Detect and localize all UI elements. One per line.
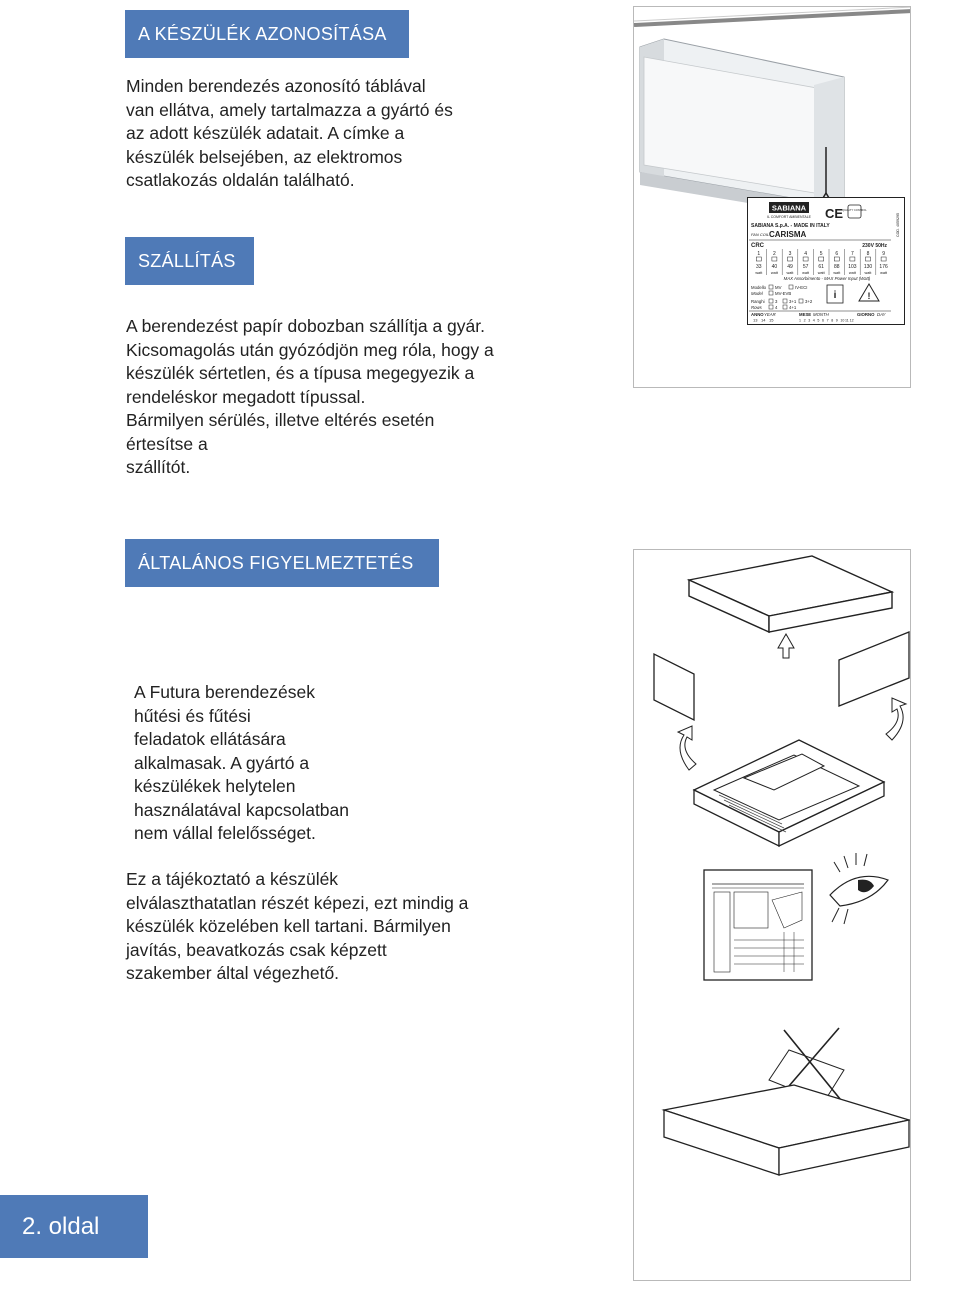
- text-line: Minden berendezés azonosító táblával: [126, 76, 426, 96]
- text-line: van ellátva, amely tartalmazza a gyártó és: [126, 99, 453, 120]
- text-line: rendeléskor megadott típussal.: [126, 386, 366, 407]
- power-value: 61: [818, 264, 824, 270]
- text-line: A Futura berendezések: [134, 682, 315, 702]
- text-line: készülék belsejében, az elektromos: [126, 146, 403, 167]
- manual-sheet: [704, 870, 812, 980]
- brand-tagline: IL COMFORT AMBIENTALE: [766, 215, 812, 219]
- month-value: 6: [822, 318, 824, 323]
- text-line: készülék közelében kell tartani. Bármilyen: [126, 916, 451, 936]
- text-line: szakember által végezhető.: [126, 963, 340, 983]
- manual-notice-text: [126, 868, 526, 986]
- row-option: 4: [775, 305, 778, 310]
- month-value: 11: [845, 318, 849, 323]
- brand-name: SABIANA: [771, 203, 807, 213]
- side-code: COD. 4059295: [896, 213, 900, 237]
- speed-label: 2: [773, 251, 776, 257]
- text-line: elválaszthatatlan részét képezi, ezt mindig a: [126, 892, 469, 913]
- text-line: készülékek helytelen: [134, 776, 296, 796]
- model-option: IV-ECI: [795, 285, 808, 290]
- text-line: Ez a tájékoztató a készülék: [126, 869, 339, 889]
- ce-mark: CE: [825, 206, 844, 221]
- power-unit: watt: [755, 271, 763, 275]
- text-line: Bármilyen sérülés, illetve eltérés esetén: [126, 410, 435, 430]
- page-number-badge: 2. oldal: [0, 1195, 148, 1258]
- section-heading-shipping: SZÁLLÍTÁS: [125, 237, 254, 285]
- year-label: YEAR: [764, 312, 776, 317]
- month-value: 7: [826, 318, 829, 323]
- packaging-illustration: [633, 549, 911, 1281]
- power-unit: watt: [880, 271, 888, 275]
- text-line: használatával kapcsolatban: [134, 799, 350, 820]
- speed-label: 7: [851, 251, 854, 257]
- speed-label: 9: [882, 251, 885, 257]
- power-value: 49: [787, 264, 793, 270]
- model-name: CARISMA: [769, 230, 807, 239]
- model-label: Model: [751, 291, 763, 296]
- power-caption: MAX Assorbimento - MAX Power Input (Watt): [783, 276, 871, 281]
- month-value: 10: [840, 318, 845, 323]
- text-line: Kicsomagolás után gyózódjön meg róla, hogy a: [126, 339, 494, 360]
- text-line: feladatok ellátására: [134, 729, 286, 749]
- power-unit: watt: [786, 271, 794, 275]
- power-value: 57: [802, 264, 809, 270]
- shipping-text: [126, 315, 550, 480]
- speed-label: 8: [866, 251, 870, 257]
- year-value: 13: [753, 317, 758, 323]
- row-option: 3: [775, 299, 778, 304]
- speed-label: 1: [757, 251, 761, 257]
- text-line: hűtési és fűtési: [134, 705, 251, 726]
- month-label: MONTH: [813, 312, 829, 317]
- maker-line: SABIANA S.p.A. - MADE IN ITALY: [751, 223, 830, 229]
- info-icon: i: [833, 290, 837, 301]
- fan-coil-label: FAN COIL: [751, 232, 770, 237]
- speed-label: 5: [819, 251, 823, 257]
- power-value: 103: [848, 264, 857, 270]
- quality-badge-text: QUALITY CONTROL: [842, 209, 867, 212]
- month-value: 3: [808, 318, 811, 323]
- text-line: értesítse a: [126, 433, 208, 454]
- svg-text:!: !: [867, 291, 871, 301]
- power-value: 88: [834, 264, 840, 270]
- speed-label: 4: [804, 251, 807, 257]
- rating-plate: [747, 197, 905, 325]
- power-unit: watt: [848, 271, 856, 275]
- power-unit: watt: [770, 271, 778, 275]
- year-value: 14: [761, 317, 766, 323]
- section-heading-warning: ÁLTALÁNOS FIGYELMEZTETÉS: [125, 539, 439, 587]
- speed-label: 3: [788, 251, 792, 257]
- speed-label: 6: [835, 251, 839, 257]
- month-value: 5: [817, 318, 820, 323]
- month-value: 12: [849, 318, 854, 323]
- month-value: 8: [831, 318, 834, 323]
- ranghi-label: Ranghi: [751, 299, 765, 304]
- text-line: az adott készülék adatait. A címke a: [126, 123, 405, 143]
- section-heading-identification: A KÉSZÜLÉK AZONOSÍTÁSA: [125, 10, 409, 58]
- modello-label: Modello: [751, 285, 767, 290]
- month-value: 1: [799, 318, 801, 323]
- warning-text: [134, 681, 384, 846]
- text-line: készülék sértetlen, és a típusa megegyezik a: [126, 363, 475, 383]
- power-unit: watt: [817, 271, 825, 275]
- row-option: 3+1: [789, 299, 797, 304]
- power-unit: watt: [833, 271, 841, 275]
- year-value: 15: [769, 317, 774, 323]
- voltage: 230V 50Hz: [862, 243, 887, 249]
- day-label: DAY: [877, 312, 886, 317]
- text-line: nem vállal felelősséget.: [134, 823, 316, 843]
- power-value: 40: [771, 264, 778, 270]
- month-value: 2: [803, 318, 806, 323]
- row-option: 3+2: [805, 299, 813, 304]
- text-line: csatlakozás oldalán található.: [126, 170, 355, 190]
- power-value: 33: [756, 264, 762, 270]
- text-line: A berendezést papír dobozban szállítja a gyár.: [126, 316, 485, 336]
- unit-label-illustration: [633, 6, 911, 388]
- mese-label: MESE: [799, 312, 812, 317]
- identification-text: [126, 75, 500, 193]
- text-line: szállítót.: [126, 457, 191, 477]
- model-option: MV-EVB: [775, 291, 792, 296]
- giorno-label: GIORNO: [857, 312, 875, 317]
- power-value: 130: [863, 264, 873, 270]
- row-option: 4+1: [789, 305, 797, 310]
- power-unit: watt: [864, 271, 872, 275]
- series-code: CRC: [751, 243, 764, 249]
- model-option: MV: [775, 285, 782, 290]
- text-line: javítás, beavatkozás csak képzett: [126, 939, 387, 960]
- text-line: alkalmasak. A gyártó a: [134, 752, 310, 773]
- power-value: 176: [879, 264, 888, 270]
- month-value: 4: [812, 318, 815, 323]
- rows-label: Rows: [751, 305, 762, 310]
- unpacking-drawing: [634, 550, 911, 1281]
- power-unit: watt: [802, 271, 810, 275]
- anno-label: ANNO: [751, 312, 764, 317]
- month-value: 9: [835, 318, 838, 323]
